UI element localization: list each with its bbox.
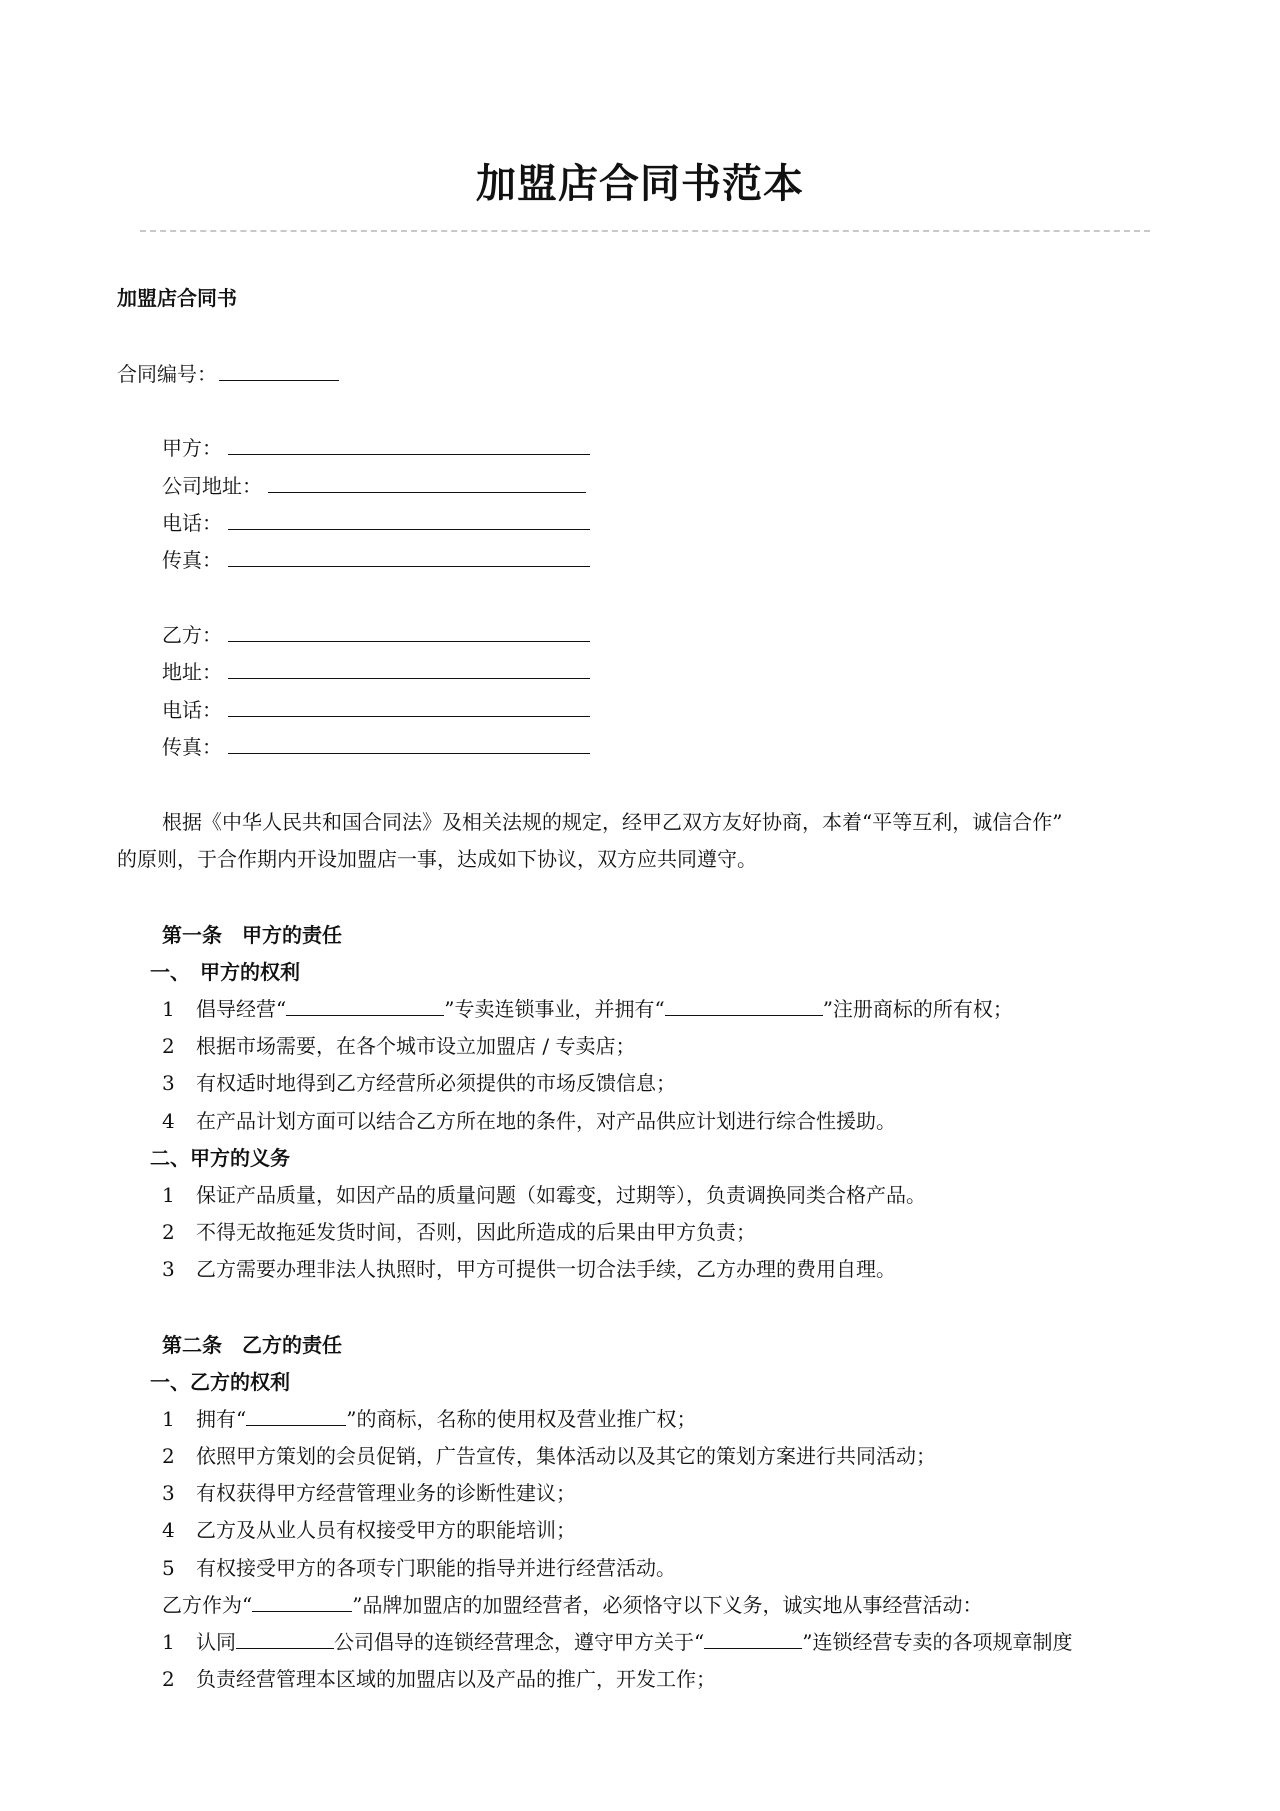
contract-number-label: 合同编号： xyxy=(117,362,217,386)
item-text: 乙方及从业人员有权接受甲方的职能培训； xyxy=(196,1518,576,1542)
title-divider xyxy=(140,230,1150,232)
item-text: 乙方需要办理非法人执照时，甲方可提供一切合法手续，乙方办理的费用自理。 xyxy=(196,1257,896,1281)
item-number: 5 xyxy=(162,1556,175,1580)
item-number: 4 xyxy=(162,1518,175,1542)
item-text: 负责经营管理本区域的加盟店以及产品的推广，开发工作； xyxy=(196,1667,716,1691)
item-text: ”专卖连锁事业，并拥有“ xyxy=(444,997,665,1021)
article-2-obligation-2 xyxy=(162,1665,716,1693)
article-2-obligation-intro xyxy=(162,1591,982,1619)
item-number: 2 xyxy=(162,1034,175,1058)
article-2-right-1 xyxy=(162,1405,696,1433)
brand-name-blank[interactable] xyxy=(252,1593,352,1612)
party-a-name-row xyxy=(162,434,590,462)
article-1-right-4 xyxy=(162,1107,896,1135)
item-text: ”注册商标的所有权； xyxy=(822,997,1013,1021)
article-2-heading: 第二条 乙方的责任 xyxy=(162,1333,342,1357)
article-1-duty-1 xyxy=(162,1181,926,1209)
party-a-address-blank[interactable] xyxy=(268,474,586,493)
item-number: 1 xyxy=(162,1630,175,1654)
article-1-right-2 xyxy=(162,1032,635,1060)
article-1-duty-2 xyxy=(162,1218,756,1246)
item-number: 3 xyxy=(162,1257,175,1281)
party-a-fax-blank[interactable] xyxy=(228,548,590,567)
party-a-address-label: 公司地址： xyxy=(162,474,262,498)
party-b-address-row xyxy=(162,658,590,686)
document-title: 加盟店合同书范本 xyxy=(476,160,804,207)
item-text: 公司倡导的连锁经营理念，遵守甲方关于“ xyxy=(334,1630,705,1654)
article-2-right-3 xyxy=(162,1479,576,1507)
contract-number-blank[interactable] xyxy=(219,362,339,381)
party-b-name-label: 乙方： xyxy=(162,623,222,647)
item-text: 有权获得甲方经营管理业务的诊断性建议； xyxy=(196,1481,576,1505)
item-number: 1 xyxy=(162,1183,175,1207)
item-text: 在产品计划方面可以结合乙方所在地的条件，对产品供应计划进行综合性援助。 xyxy=(196,1109,896,1133)
party-a-name-label: 甲方： xyxy=(162,436,222,460)
item-number: 3 xyxy=(162,1071,175,1095)
item-number: 2 xyxy=(162,1444,175,1468)
item-number: 1 xyxy=(162,1407,175,1431)
party-a-fax-row xyxy=(162,546,590,574)
item-number: 4 xyxy=(162,1109,175,1133)
item-text: 不得无故拖延发货时间，否则，因此所造成的后果由甲方负责； xyxy=(196,1220,756,1244)
trademark-blank[interactable] xyxy=(665,997,823,1016)
article-1-right-3 xyxy=(162,1069,676,1097)
party-a-address-row xyxy=(162,472,586,500)
party-b-fax-row xyxy=(162,733,590,761)
item-number: 1 xyxy=(162,997,175,1021)
party-a-phone-row xyxy=(162,509,590,537)
contract-subtitle: 加盟店合同书 xyxy=(117,286,237,310)
article-2-right-4 xyxy=(162,1516,576,1544)
item-number: 2 xyxy=(162,1220,175,1244)
party-b-name-row xyxy=(162,621,590,649)
contract-number-row xyxy=(117,360,339,388)
party-a-fax-label: 传真： xyxy=(162,548,222,572)
item-text: 乙方作为“ xyxy=(162,1593,253,1617)
party-b-phone-label: 电话： xyxy=(162,698,222,722)
company-name-blank[interactable] xyxy=(236,1630,334,1649)
article-2-obligation-1 xyxy=(162,1628,1072,1656)
party-b-address-label: 地址： xyxy=(162,660,222,684)
party-b-name-blank[interactable] xyxy=(228,623,590,642)
party-b-address-blank[interactable] xyxy=(228,660,590,679)
party-a-phone-label: 电话： xyxy=(162,511,222,535)
party-b-phone-blank[interactable] xyxy=(228,698,590,717)
party-b-fax-label: 传真： xyxy=(162,735,222,759)
brand-business-blank[interactable] xyxy=(286,997,444,1016)
item-text: 认同 xyxy=(196,1630,236,1654)
article-2-right-2 xyxy=(162,1442,936,1470)
article-2-rights-heading: 一、乙方的权利 xyxy=(150,1370,290,1394)
item-text: 有权适时地得到乙方经营所必须提供的市场反馈信息； xyxy=(196,1071,676,1095)
article-1-duties-heading: 二、甲方的义务 xyxy=(150,1146,290,1170)
brand-name-blank[interactable] xyxy=(246,1407,346,1426)
party-b-phone-row xyxy=(162,696,590,724)
party-a-name-blank[interactable] xyxy=(228,436,590,455)
item-text: ”连锁经营专卖的各项规章制度 xyxy=(802,1630,1073,1654)
article-2-right-5 xyxy=(162,1554,676,1582)
item-text: 依照甲方策划的会员促销，广告宣传，集体活动以及其它的策划方案进行共同活动； xyxy=(196,1444,936,1468)
item-text: 倡导经营“ xyxy=(196,997,287,1021)
article-1-duty-3 xyxy=(162,1255,896,1283)
item-text: 根据市场需要，在各个城市设立加盟店 / 专卖店； xyxy=(196,1034,636,1058)
preamble-line-1: 根据《中华人民共和国合同法》及相关法规的规定，经甲乙双方友好协商，本着“平等互利，诚信合作” xyxy=(162,810,1063,834)
item-text: ”的商标，名称的使用权及营业推广权； xyxy=(346,1407,697,1431)
item-text: 保证产品质量，如因产品的质量问题（如霉变，过期等），负责调换同类合格产品。 xyxy=(196,1183,926,1207)
item-text: ”品牌加盟店的加盟经营者，必须恪守以下义务，诚实地从事经营活动： xyxy=(352,1593,983,1617)
item-number: 2 xyxy=(162,1667,175,1691)
article-1-rights-heading: 一、 甲方的权利 xyxy=(150,960,300,984)
item-number: 3 xyxy=(162,1481,175,1505)
party-a-phone-blank[interactable] xyxy=(228,511,590,530)
item-text: 拥有“ xyxy=(196,1407,247,1431)
article-1-right-1 xyxy=(162,995,1013,1023)
article-1-heading: 第一条 甲方的责任 xyxy=(162,923,342,947)
item-text: 有权接受甲方的各项专门职能的指导并进行经营活动。 xyxy=(196,1556,676,1580)
brand-name-blank[interactable] xyxy=(704,1630,802,1649)
preamble-line-2: 的原则，于合作期内开设加盟店一事，达成如下协议，双方应共同遵守。 xyxy=(117,847,757,871)
party-b-fax-blank[interactable] xyxy=(228,735,590,754)
